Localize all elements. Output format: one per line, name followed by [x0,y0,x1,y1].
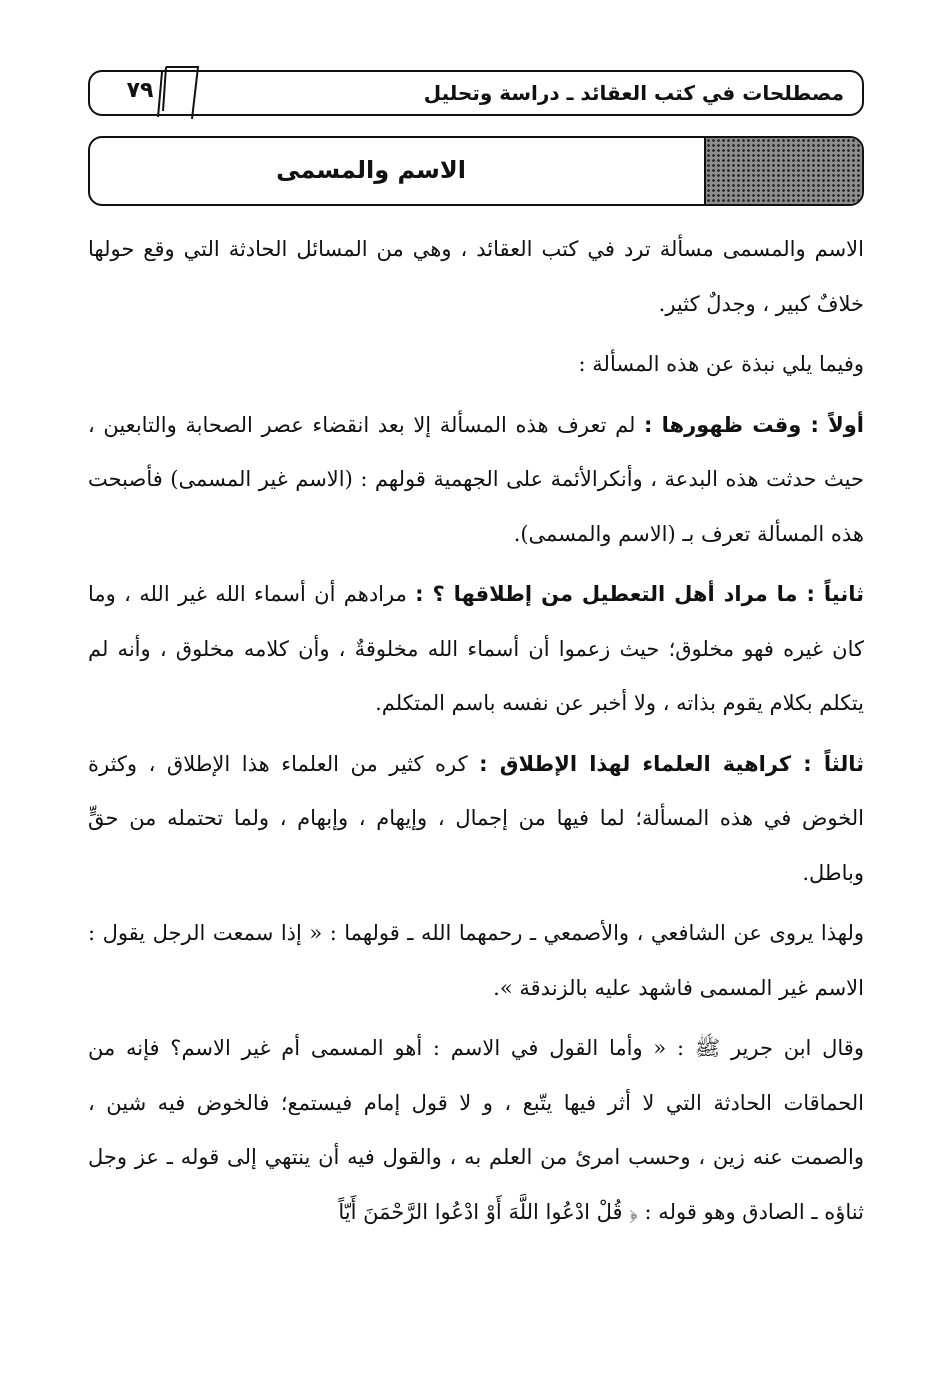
running-header [88,70,864,116]
paragraph [88,737,864,901]
paragraph-lead: ثانياً : ما مراد أهل التعطيل من إطلاقها ؟ : [415,582,864,606]
paragraph [88,567,864,731]
paragraph-text: لم تعرف هذه المسألة إلا بعد انقضاء عصر الصحابة والتابعين ، حيث حدثت هذه البدعة ، وأنكرالأئمة على الجهمية قولهم : (الاسم غير المسمى) فأصبحت هذه المسألة تعرف بـ (الاسم والمسمى). [88,412,864,546]
body-text [88,222,864,1245]
paragraph-text: مرادهم أن أسماء الله غير الله ، وما كان غيره فهو مخلوق؛ حيث زعموا أن أسماء الله مخلوقةٌ ، وأن كلامه مخلوق ، وأنه لم يتكلم بكلام يقوم بذاته ، ولا أخبر عن نفسه باسم المتكلم. [88,582,864,715]
paragraph-text: الاسم والمسمى مسألة ترد في كتب العقائد ، وهي من المسائل الحادثة التي وقع حولها خلافٌ كبير ، وجدلٌ كثير. [88,237,864,316]
paragraph-text: كره كثير من العلماء هذا الإطلاق ، وكثرة الخوض في هذه المسألة؛ لما فيها من إجمال ، وإيهام ، وإبهام ، ولما تحتمله من حقٍّ وباطل. [88,751,864,885]
paragraph [88,222,864,331]
paragraph-text: ولهذا يروى عن الشافعي ، والأصمعي ـ رحمهما الله ـ قولهما : « إذا سمعت الرجل يقول : الاسم غير المسمى فاشهد عليه بالزندقة ». [88,921,864,1000]
paragraph-lead: أولاً : وقت ظهورها : [644,412,864,437]
paragraph-text: وفيما يلي نبذة عن هذه المسألة : [578,352,864,376]
paragraph [88,337,864,392]
paragraph-text: وقال ابن جرير ﷺ : « وأما القول في الاسم : أهو المسمى أم غير الاسم؟ فإنه من الحماقات الحادثة التي لا أثر فيها يتّبع ، و لا قول إمام فيستمع؛ فالخوض فيه شين ، والصمت عنه زين ، وحسب امرئ من العلم به ، والقول فيه أن ينتهي إلى قوله ـ عز وجل ثناؤه ـ الصادق وهو قوله : ﴿ قُلْ ادْعُوا اللَّهَ أَوْ ادْعُوا الرَّحْمَنَ أَيّاً [88,1036,864,1224]
section-title: الاسم والمسمى [276,156,466,184]
dotted-ornament [704,138,862,204]
section-heading-box [88,136,864,206]
paragraph [88,906,864,1015]
running-title: مصطلحات في كتب العقائد ـ دراسة وتحليل [423,81,844,105]
paragraph-lead: ثالثاً : كراهية العلماء لهذا الإطلاق : [479,751,864,776]
paragraph [88,398,864,562]
paragraph [88,1021,864,1239]
page-number: ٧٩ [126,78,154,103]
